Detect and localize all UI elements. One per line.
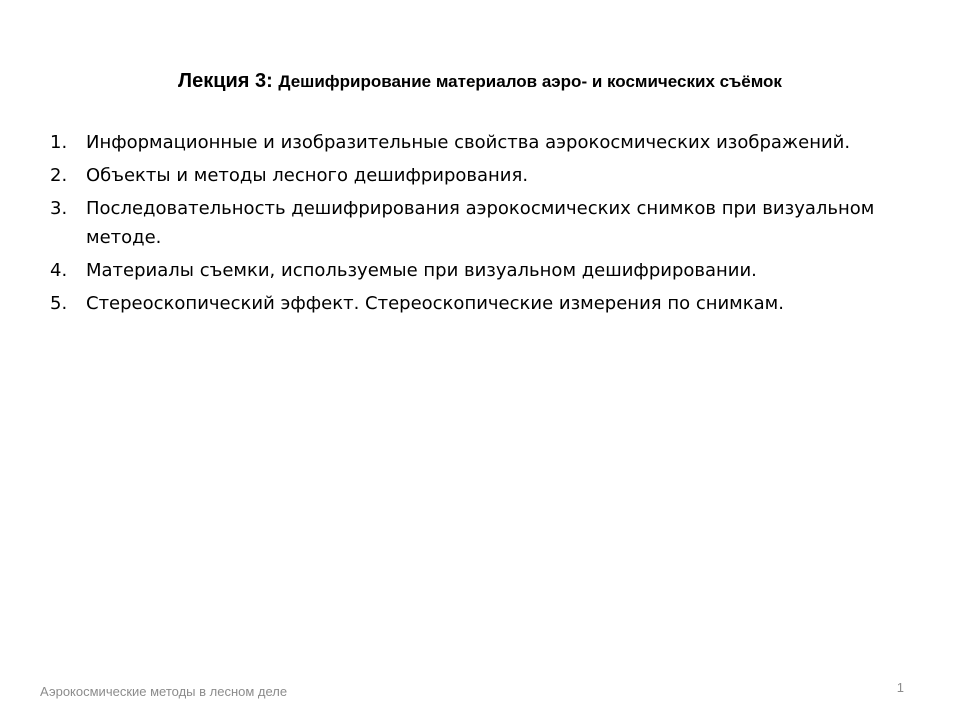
list-item bbox=[46, 256, 886, 285]
title-main: Дешифрирование материалов аэро- и космических съёмок bbox=[278, 72, 782, 91]
title-prefix: Лекция 3: bbox=[178, 70, 279, 92]
slide-title bbox=[0, 70, 960, 93]
list-item bbox=[46, 194, 886, 252]
list-item-number: 3. bbox=[50, 198, 68, 219]
list-item bbox=[46, 128, 886, 157]
list-item-number: 1. bbox=[50, 132, 68, 153]
list-item bbox=[46, 289, 886, 318]
list-item-number: 5. bbox=[50, 293, 68, 314]
slide-footer: Аэрокосмические методы в лесном деле bbox=[40, 684, 288, 699]
list-item-number: 2. bbox=[50, 165, 68, 186]
list-item-text: Последовательность дешифрирования аэрокосмических снимков при визуальном методе. bbox=[86, 198, 875, 248]
list-item bbox=[46, 161, 886, 190]
page-number: 1 bbox=[896, 680, 904, 695]
list-item-text: Объекты и методы лесного дешифрирования. bbox=[86, 165, 529, 186]
list-item-text: Информационные и изобразительные свойства аэрокосмических изображений. bbox=[86, 132, 851, 153]
agenda-list bbox=[46, 128, 886, 322]
list-item-number: 4. bbox=[50, 260, 68, 281]
list-item-text: Материалы съемки, используемые при визуальном дешифрировании. bbox=[86, 260, 757, 281]
list-item-text: Стереоскопический эффект. Стереоскопические измерения по снимкам. bbox=[86, 293, 784, 314]
